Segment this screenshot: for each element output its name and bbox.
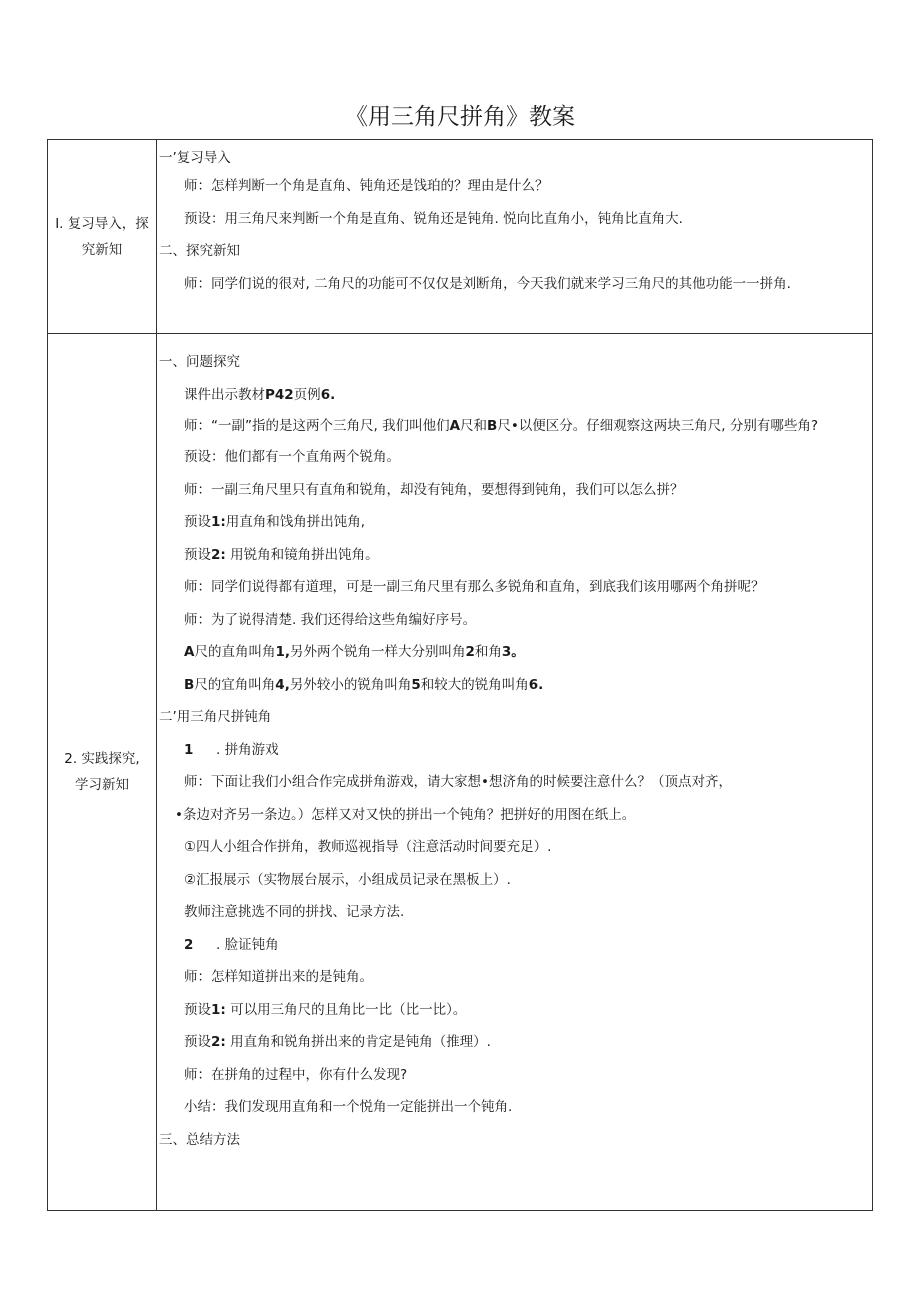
section-label-line: 2. 实践探究, bbox=[64, 751, 140, 767]
paragraph: 教师注意挑选不同的拼找、记录方法. bbox=[184, 904, 405, 920]
paragraph: 预设2: 用直角和锐角拼出来的肯定是钝角（推理）. bbox=[184, 1034, 491, 1050]
paragraph: •条边对齐另一条边。）怎样又对又快的拼出一个钝角？把拼好的用图在纸上。 bbox=[175, 806, 636, 823]
paragraph: B尺的宜角叫角4,另外较小的锐角叫角5和较大的锐角叫角6. bbox=[184, 676, 544, 693]
paragraph: 预设2: 用锐角和镜角拼出饨角。 bbox=[184, 546, 379, 563]
section-content bbox=[157, 334, 873, 1211]
section-heading: 三、总结方法 bbox=[159, 1131, 240, 1148]
section-label bbox=[48, 140, 157, 334]
section-heading: 二’用三角尺拼钝角 bbox=[159, 709, 272, 725]
paragraph: 师：一副三角尺里只有直角和锐角，却没有钝角，要想得到钝角，我们可以怎么拼？ bbox=[184, 481, 684, 498]
table-row bbox=[48, 334, 873, 1211]
paragraph: 师：在拼角的过程中，你有什么发现? bbox=[184, 1066, 408, 1083]
section-heading: 一、问题探究 bbox=[159, 354, 240, 370]
section-heading: 一’复习导入 bbox=[159, 150, 231, 166]
paragraph: 师：“一副”指的是这两个三角尺, 我们叫他们A尺和B尺•以便区分。仔细观察这两块三角尺, 分别有哪些角? bbox=[184, 418, 819, 434]
paragraph: 师：怎样判断一个角是直角、钝角还是饯珀的？理由是什么？ bbox=[184, 178, 549, 194]
paragraph: 师：为了说得清楚. 我们还得给这些角编好序号。 bbox=[184, 611, 477, 628]
section-label-line: 究新知 bbox=[81, 241, 123, 258]
paragraph: ②汇报展示（实物展台展示，小组成员记录在黑板上）. bbox=[184, 871, 511, 888]
sub-heading: 2 . 脸证钝角 bbox=[184, 936, 279, 953]
paragraph: 师：同学们说的很对, 二角尺的功能可不仅仅是刘断角，今天我们就来学习三角尺的其他功能一一拼角. bbox=[184, 275, 791, 292]
section-label-line: Ⅰ. 复习导入，探 bbox=[55, 215, 149, 232]
lesson-plan-table bbox=[47, 139, 873, 1211]
section-heading: 二、探究新知 bbox=[159, 243, 240, 259]
paragraph: 师：下面让我们小组合作完成拼角游戏，请大家想•想济角的时候要注意什么？（顶点对齐， bbox=[184, 774, 732, 790]
paragraph: 课件出示教材P42页例6. bbox=[184, 386, 336, 403]
paragraph: 预设1: 可以用三角尺的且角比一比（比一比）。 bbox=[184, 1001, 467, 1018]
paragraph: 师：怎样知道拼出来的是钝角。 bbox=[184, 969, 373, 985]
paragraph: A尺的直角叫角1,另外两个锐角一样大分别叫角2和角3。 bbox=[184, 644, 525, 660]
sub-heading: 1 . 拼角游戏 bbox=[184, 741, 279, 758]
page-title: 《用三角尺拼角》教案 bbox=[345, 104, 575, 130]
paragraph: 预设：他们都有一个直角两个锐角。 bbox=[184, 449, 400, 465]
section-content bbox=[157, 140, 873, 334]
section-label-line: 学习新知 bbox=[75, 777, 129, 793]
paragraph: 小结：我们发现用直角和一个悦角一定能拼出一个钝角. bbox=[184, 1099, 513, 1115]
paragraph: 预设1:用直角和饯角拼出饨角, bbox=[184, 514, 366, 530]
section-label bbox=[48, 334, 157, 1211]
paragraph: 预设：用三角尺来判断一个角是直角、锐角还是钝角. 悦向比直角小，钝角比直角大. bbox=[184, 210, 683, 227]
paragraph: 师：同学们说得都有道理，可是一副三角尺里有那么多锐角和直角，到底我们该用哪两个角拼呢？ bbox=[184, 579, 765, 595]
paragraph: ①四人小组合作拼角，教师巡视指导（注意活动时间要充足）. bbox=[184, 839, 552, 855]
table-row bbox=[48, 140, 873, 334]
